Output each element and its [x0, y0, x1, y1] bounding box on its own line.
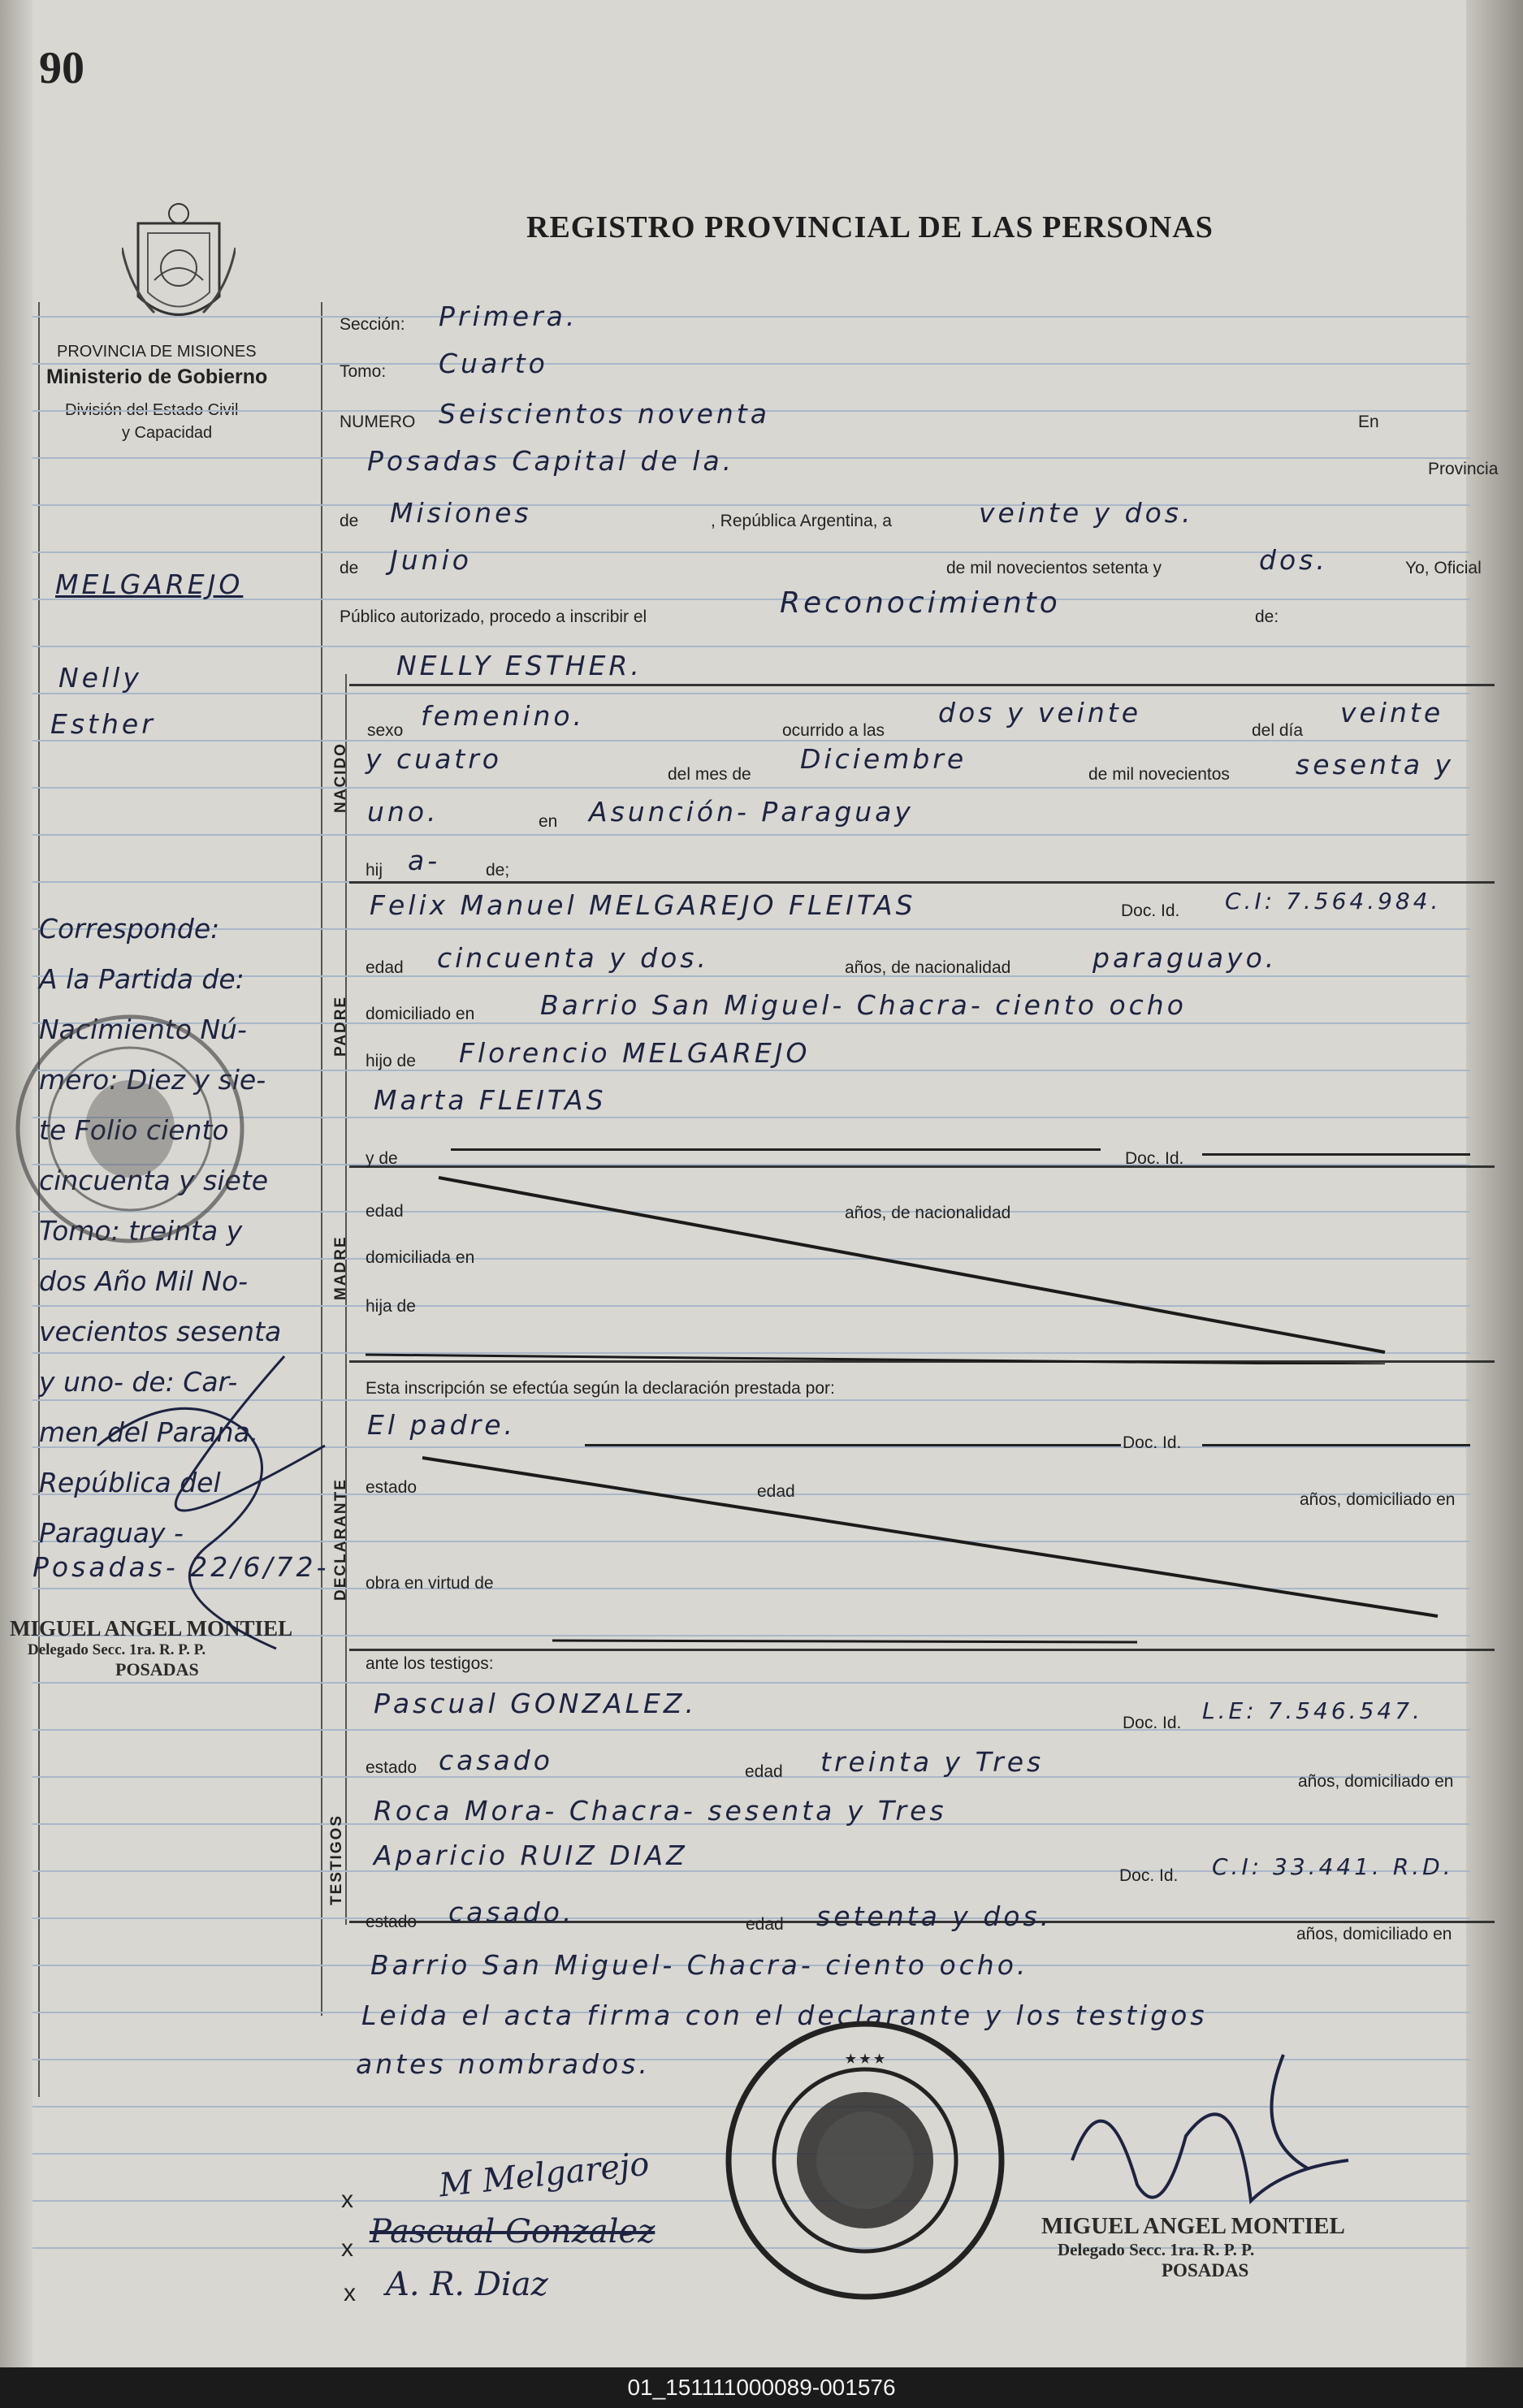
margin-stamp-name: MIGUEL ANGEL MONTIEL [10, 1616, 293, 1641]
margin-note-line: Paraguay - [39, 1517, 184, 1549]
padre-doc-value: C.I: 7.564.984. [1225, 888, 1442, 914]
mil-label: de mil novecientos setenta y [946, 559, 1162, 577]
margin-stamp-role: Delegado Secc. 1ra. R. P. P. [28, 1641, 206, 1658]
declarante-cancel-line [406, 1454, 1446, 1649]
testigo2-edad-label: edad [746, 1915, 784, 1934]
padre-yde-label: y de [366, 1149, 398, 1168]
testigo1-dom-label: años, domiciliado en [1298, 1772, 1454, 1791]
margin-given-1: Nelly [58, 662, 142, 694]
nacido-en-label: en [539, 812, 558, 831]
margin-note-line: mero: Diez y sie- [39, 1064, 266, 1096]
de-label: de [340, 512, 359, 530]
margin-note-line: te Folio ciento [39, 1114, 229, 1146]
margin-round-seal [8, 1007, 252, 1251]
deldia-label: del día [1252, 721, 1304, 740]
milnov-label: de mil novecientos [1088, 765, 1230, 784]
yo-label: Yo, Oficial [1405, 559, 1482, 577]
declarante-doc-line [1202, 1444, 1470, 1446]
madre-nac-label: años, de nacionalidad [845, 1204, 1011, 1222]
provincia-value: Misiones [390, 497, 532, 529]
en-label: En [1358, 413, 1379, 431]
nacido-lugar-value: Asunción- Paraguay [589, 796, 914, 828]
margin-date: Posadas- 22/6/72- [32, 1551, 330, 1583]
page-title: REGISTRO PROVINCIAL DE LAS PERSONAS [526, 210, 1214, 244]
ocurrido-label: ocurrido a las [782, 721, 885, 740]
testigo2-doc-label: Doc. Id. [1119, 1866, 1179, 1885]
declarante-dom-label: años, domiciliado en [1300, 1490, 1456, 1509]
province-label: PROVINCIA DE MISIONES [57, 343, 257, 361]
margin-surname: MELGAREJO [55, 568, 244, 600]
closing-line-2: antes nombrados. [356, 2048, 651, 2080]
padre-dom-label: domiciliado en [366, 1005, 475, 1023]
de3-label: de: [1255, 607, 1279, 626]
hij-value: a- [408, 845, 441, 876]
margin-stamp-city: POSADAS [115, 1659, 199, 1680]
padre-dom-value: Barrio San Miguel- Chacra- ciento ocho [540, 989, 1187, 1021]
testigo2-edad-value: setenta y dos. [816, 1900, 1053, 1932]
margin-note-line: dos Año Mil No- [39, 1265, 249, 1297]
nacido-top-rule [349, 684, 1495, 686]
padre-hijode-label: hijo de [366, 1052, 416, 1070]
mes-value: Diciembre [800, 743, 967, 775]
testigo1-name: Pascual GONZALEZ. [374, 1688, 697, 1719]
madre-edad-label: edad [366, 1202, 404, 1221]
delmes-label: del mes de [668, 765, 751, 784]
testigo2-estado-label: estado [366, 1913, 418, 1931]
numero-value: Seiscientos noventa [439, 398, 770, 430]
padre-nac-value: paraguayo. [1092, 942, 1278, 974]
tomo-label: Tomo: [340, 362, 387, 381]
numero-label: NUMERO [340, 413, 416, 431]
book-binding [1466, 0, 1523, 2367]
seccion-label: Sección: [340, 315, 405, 334]
madre-side-label: MADRE [332, 1235, 349, 1300]
testigo2-name: Aparicio RUIZ DIAZ [374, 1840, 688, 1871]
testigo1-doc-label: Doc. Id. [1123, 1714, 1182, 1732]
closing-line-1: Leida el acta firma con el declarante y los testigos [361, 1999, 1208, 2031]
tomo-value: Cuarto [439, 348, 548, 379]
capacity-label: y Capacidad [122, 424, 213, 442]
padre-nac-label: años, de nacionalidad [845, 958, 1011, 977]
padre-yde-strike [451, 1148, 1101, 1151]
nacido-de-label: de; [486, 861, 510, 880]
testigo1-doc-value: L.E: 7.546.547. [1202, 1697, 1423, 1724]
testigo2-doc-value: C.I: 33.441. R.D. [1212, 1853, 1454, 1880]
official-round-seal [719, 2014, 1011, 2306]
dia-value: veinte [1340, 697, 1444, 728]
padre-hijode-value: Florencio MELGAREJO [459, 1037, 811, 1069]
margin-note-line: A la Partida de: [39, 963, 244, 995]
de2-label: de [340, 559, 359, 577]
declarante-value: El padre. [367, 1409, 516, 1441]
anio-value: dos. [1259, 544, 1328, 576]
margin-note-line: Nacimiento Nú- [39, 1014, 247, 1045]
official-stamp-city: POSADAS [1162, 2260, 1249, 2280]
padre-edad-label: edad [366, 958, 404, 977]
testigos-side-label: TESTIGOS [328, 1814, 345, 1905]
sig3-mark: x [344, 2280, 356, 2306]
padre-doc2-strike [1202, 1153, 1470, 1156]
provincia-label: Provincia [1428, 460, 1499, 478]
lugar-value: Posadas Capital de la. [367, 445, 735, 477]
declarante-line [585, 1444, 1121, 1446]
testigo2-dom-label: años, domiciliado en [1296, 1925, 1452, 1943]
dia-value: veinte y dos. [979, 497, 1194, 529]
madre-dom-label: domiciliada en [366, 1248, 475, 1267]
margin-note-line: Corresponde: [39, 913, 220, 945]
nacido-anio-value: sesenta y [1296, 749, 1455, 780]
margin-given-2: Esther [50, 708, 156, 740]
testigo1-dom-value: Roca Mora- Chacra- sesenta y Tres [374, 1795, 947, 1827]
official-signature [1040, 2038, 1381, 2233]
declarante-edad-label: edad [757, 1482, 795, 1501]
mes-value: Junio [390, 544, 472, 576]
declarante-intro: Esta inscripción se efectúa según la declaración prestada por: [366, 1379, 835, 1398]
testigo1-edad-label: edad [745, 1762, 783, 1781]
testigo1-estado-value: casado [439, 1744, 553, 1776]
official-stamp-role: Delegado Secc. 1ra. R. P. P. [1058, 2240, 1255, 2259]
margin-note-line: vecientos sesenta [39, 1316, 282, 1347]
sig2-mark: x [341, 2235, 353, 2262]
padre-edad-value: cincuenta y dos. [437, 942, 709, 974]
sexo-value: femenino. [421, 700, 586, 732]
padre-side-label: PADRE [332, 995, 349, 1057]
margin-note-line: men del Parana. [39, 1416, 259, 1448]
margin-note-line: Tomo: treinta y [39, 1215, 243, 1247]
padre-name: Felix Manuel MELGAREJO FLEITAS [370, 889, 916, 921]
publico-label: Público autorizado, procedo a inscribir el [340, 607, 647, 626]
padre-doc2-label: Doc. Id. [1125, 1149, 1184, 1168]
nacido-side-label: NACIDO [332, 742, 349, 813]
padre-top-rule [349, 881, 1495, 884]
declarante-side-label: DECLARANTE [332, 1478, 349, 1601]
margin-signature [81, 1332, 374, 1673]
testigo1-estado-label: estado [366, 1758, 418, 1777]
image-caption: 01_151111000089-001576 [0, 2367, 1523, 2408]
signature-3: A. R. Diaz [386, 2266, 548, 2303]
official-stamp-name: MIGUEL ANGEL MONTIEL [1041, 2213, 1345, 2239]
padre-doc-label: Doc. Id. [1121, 901, 1180, 920]
nacido-anio2-value: uno. [367, 796, 439, 828]
nacido-name: NELLY ESTHER. [396, 650, 643, 681]
division-label: División del Estado Civil [65, 401, 239, 419]
margin-note-line: y uno- de: Car- [39, 1366, 238, 1398]
seccion-value: Primera. [439, 300, 578, 332]
testigo2-estado-value: casado. [448, 1896, 575, 1928]
testigo1-edad-value: treinta y Tres [820, 1746, 1045, 1778]
testigos-intro: ante los testigos: [366, 1654, 494, 1673]
hij-label: hij [366, 861, 383, 880]
declarante-obra-label: obra en virtud de [366, 1574, 494, 1593]
sexo-label: sexo [367, 721, 404, 740]
margin-note-line: República del [39, 1467, 221, 1498]
hora-value: dos y veinte [938, 697, 1141, 728]
republica-label: , República Argentina, a [711, 512, 892, 530]
signature-2: Pascual Gonzalez [370, 2213, 655, 2250]
declarante-doc-label: Doc. Id. [1123, 1433, 1182, 1452]
svg-text:★ ★ ★: ★ ★ ★ [845, 2052, 885, 2066]
testigo2-dom-value: Barrio San Miguel- Chacra- ciento ocho. [370, 1949, 1029, 1981]
madre-cancel-line [341, 1169, 1397, 1364]
signature-1: M Melgarejo [437, 2145, 651, 2205]
acto-value: Reconocimiento [780, 586, 1061, 620]
dia2-value: y cuatro [366, 743, 502, 775]
testigos-top-rule [349, 1649, 1495, 1651]
ministry-label: Ministerio de Gobierno [46, 365, 268, 388]
madre-top-rule [349, 1165, 1495, 1168]
margin-note-line: cincuenta y siete [39, 1165, 269, 1196]
declarante-estado-label: estado [366, 1478, 418, 1497]
sig1-mark: x [341, 2186, 353, 2213]
page-number: 90 [39, 43, 84, 93]
madre-hija-label: hija de [366, 1297, 416, 1316]
padre-madre-value: Marta FLEITAS [374, 1084, 607, 1116]
